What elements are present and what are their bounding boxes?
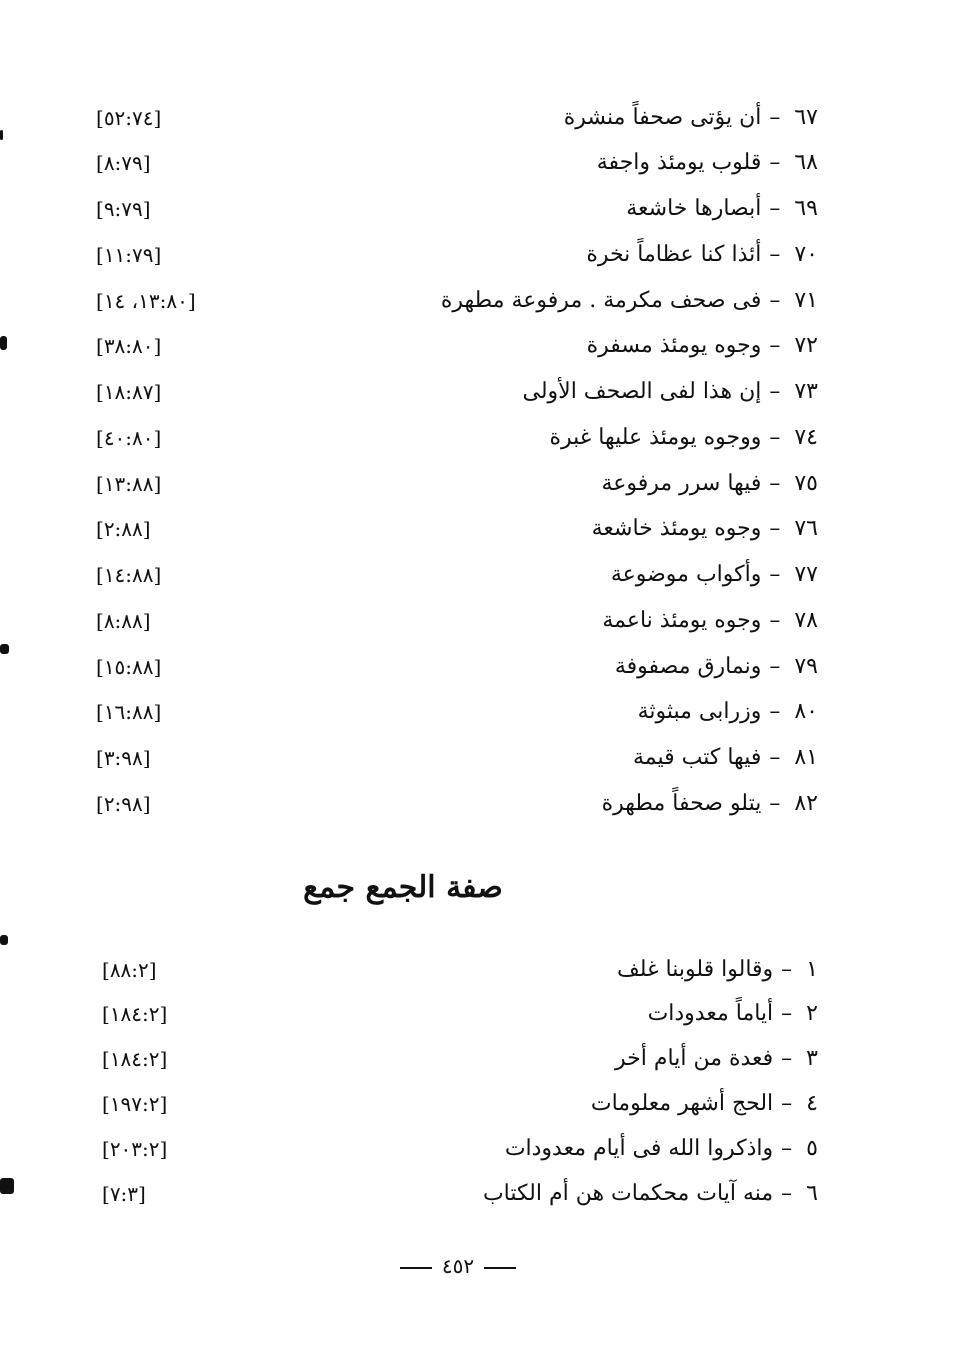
entry-dash: – bbox=[769, 333, 781, 358]
entry-text-line bbox=[611, 553, 818, 597]
scan-mark bbox=[0, 1178, 14, 1194]
section-heading bbox=[0, 866, 956, 910]
entry-reference: [١٨٤:٢] bbox=[102, 1047, 168, 1071]
entry-text-line bbox=[626, 187, 818, 231]
entry-number: ٧١ bbox=[794, 288, 818, 313]
entry-reference: [٣٨:٨٠] bbox=[96, 334, 162, 358]
entry-dash: – bbox=[769, 105, 781, 130]
list-item bbox=[0, 141, 956, 185]
list-item bbox=[0, 1082, 956, 1126]
entry-text-line bbox=[638, 690, 818, 734]
entry-number: ٨٢ bbox=[794, 791, 818, 816]
entry-text: يتلو صحفاً مطهرة bbox=[601, 791, 762, 816]
entry-reference: [١٣:٨٠، ١٤] bbox=[96, 289, 196, 313]
entry-reference: [١٦:٨٨] bbox=[96, 700, 162, 724]
entry-text: قلوب يومئذ واجفة bbox=[596, 150, 762, 175]
entry-text-line bbox=[505, 1127, 818, 1171]
footer-rule bbox=[484, 1267, 516, 1269]
entry-text: وجوه يومئذ مسفرة bbox=[586, 333, 762, 358]
entry-number: ٥ bbox=[806, 1136, 818, 1161]
entry-number: ٧٨ bbox=[794, 608, 818, 633]
entry-text: وجوه يومئذ خاشعة bbox=[591, 516, 762, 541]
entry-reference: [١١:٧٩] bbox=[96, 243, 162, 267]
scan-mark bbox=[0, 336, 7, 350]
entry-reference: [٤٠:٨٠] bbox=[96, 426, 162, 450]
entry-dash: – bbox=[769, 196, 781, 221]
list-item bbox=[0, 645, 956, 689]
entry-dash: – bbox=[769, 471, 781, 496]
entry-text-line bbox=[441, 279, 818, 323]
entry-text: فى صحف مكرمة . مرفوعة مطهرة bbox=[440, 288, 762, 313]
entry-text: أبصارها خاشعة bbox=[626, 196, 762, 221]
entry-text-line bbox=[602, 599, 818, 643]
entry-reference: [٥٢:٧٤] bbox=[96, 106, 162, 130]
entry-reference: [٧:٣] bbox=[102, 1182, 146, 1206]
entry-number: ٧٦ bbox=[794, 516, 818, 541]
entry-text-line bbox=[522, 370, 818, 414]
entry-text-line bbox=[602, 782, 818, 826]
entry-text: واذكروا الله فى أيام معدودات bbox=[504, 1136, 774, 1161]
entry-text: إن هذا لفى الصحف الأولى bbox=[522, 379, 762, 404]
entry-reference: [١٤:٨٨] bbox=[96, 563, 162, 587]
entry-dash: – bbox=[769, 150, 781, 175]
entry-text: أن يؤتى صحفاً منشرة bbox=[563, 105, 762, 130]
entry-number: ٧٧ bbox=[794, 562, 818, 587]
entry-dash: – bbox=[769, 745, 781, 770]
page-footer bbox=[0, 1248, 956, 1284]
entry-dash: – bbox=[769, 654, 781, 679]
entry-number: ٧٠ bbox=[794, 242, 818, 267]
section-heading-text: صفة الجمع جمع bbox=[303, 870, 503, 905]
entry-number: ١ bbox=[806, 957, 818, 982]
entry-reference: [١٩٧:٢] bbox=[102, 1092, 168, 1116]
entry-text: وزرابى مبثوثة bbox=[637, 699, 762, 724]
list-item bbox=[0, 370, 956, 414]
entry-dash: – bbox=[769, 791, 781, 816]
entry-text: وأكواب موضوعة bbox=[610, 562, 762, 587]
entry-number: ٣ bbox=[806, 1046, 818, 1071]
list-item bbox=[0, 1037, 956, 1081]
entry-dash: – bbox=[769, 608, 781, 633]
entry-reference: [٨٨:٢] bbox=[102, 958, 157, 982]
entry-text-line bbox=[587, 324, 818, 368]
entry-dash: – bbox=[781, 957, 793, 982]
entry-number: ٤ bbox=[806, 1091, 818, 1116]
list-item bbox=[0, 187, 956, 231]
entry-number: ٧٥ bbox=[794, 471, 818, 496]
entry-text-line bbox=[633, 736, 818, 780]
entry-text-line bbox=[586, 233, 818, 277]
entry-dash: – bbox=[769, 516, 781, 541]
entry-dash: – bbox=[781, 1046, 793, 1071]
entry-text: أئذا كنا عظاماً نخرة bbox=[586, 242, 762, 267]
scan-mark bbox=[0, 935, 8, 945]
entry-number: ٦٨ bbox=[794, 150, 818, 175]
page-number: ٤٥٢ bbox=[441, 1254, 475, 1278]
entry-text-line bbox=[592, 507, 818, 551]
entry-text: وجوه يومئذ ناعمة bbox=[602, 608, 762, 633]
entry-text: وقالوا قلوبنا غلف bbox=[616, 957, 774, 982]
entry-text-line bbox=[601, 462, 818, 506]
list-item bbox=[0, 690, 956, 734]
entry-text-line bbox=[591, 1082, 818, 1126]
list-item bbox=[0, 1172, 956, 1216]
entry-reference: [١٨٤:٢] bbox=[102, 1002, 168, 1026]
entry-reference: [٩:٧٩] bbox=[96, 197, 151, 221]
list-item bbox=[0, 948, 956, 992]
list-item bbox=[0, 96, 956, 140]
entry-dash: – bbox=[769, 288, 781, 313]
entry-reference: [٢:٩٨] bbox=[96, 792, 151, 816]
entry-dash: – bbox=[781, 1091, 793, 1116]
list-item bbox=[0, 992, 956, 1036]
entry-text-line bbox=[615, 1037, 818, 1081]
page-number-line bbox=[390, 1248, 526, 1284]
entry-text: فعدة من أيام أخر bbox=[615, 1046, 774, 1071]
entry-text-line bbox=[597, 141, 818, 185]
entry-dash: – bbox=[769, 699, 781, 724]
footer-rule bbox=[400, 1267, 432, 1269]
entry-dash: – bbox=[781, 1181, 793, 1206]
scan-mark bbox=[0, 130, 3, 140]
list-item bbox=[0, 416, 956, 460]
entry-number: ٧٩ bbox=[794, 654, 818, 679]
list-item bbox=[0, 782, 956, 826]
list-item bbox=[0, 553, 956, 597]
entry-reference: [٢:٨٨] bbox=[96, 517, 151, 541]
list-item bbox=[0, 736, 956, 780]
list-item bbox=[0, 324, 956, 368]
entry-reference: [١٥:٨٨] bbox=[96, 655, 162, 679]
entry-number: ٧٣ bbox=[794, 379, 818, 404]
entry-reference: [٣:٩٨] bbox=[96, 746, 151, 770]
list-item bbox=[0, 507, 956, 551]
entry-text-line bbox=[564, 96, 818, 140]
entry-text-line bbox=[648, 992, 818, 1036]
entry-text-line bbox=[617, 948, 818, 992]
list-item bbox=[0, 462, 956, 506]
entry-number: ٦٩ bbox=[794, 196, 818, 221]
entry-dash: – bbox=[769, 379, 781, 404]
entry-dash: – bbox=[781, 1001, 793, 1026]
list-item bbox=[0, 279, 956, 323]
entry-number: ٧٤ bbox=[794, 425, 818, 450]
entry-reference: [٨:٧٩] bbox=[96, 151, 151, 175]
entry-reference: [١٨:٨٧] bbox=[96, 380, 162, 404]
entry-number: ٧٢ bbox=[794, 333, 818, 358]
entry-number: ٨٠ bbox=[794, 699, 818, 724]
entry-text: ووجوه يومئذ عليها غبرة bbox=[549, 425, 762, 450]
entry-text-line bbox=[549, 416, 818, 460]
entry-text: منه آيات محكمات هن أم الكتاب bbox=[482, 1181, 774, 1206]
entry-reference: [١٣:٨٨] bbox=[96, 472, 162, 496]
list-item bbox=[0, 599, 956, 643]
entry-text-line bbox=[615, 645, 818, 689]
entry-text: ونمارق مصفوفة bbox=[614, 654, 762, 679]
entry-dash: – bbox=[769, 425, 781, 450]
entry-text: الحج أشهر معلومات bbox=[590, 1091, 774, 1116]
entry-number: ٦٧ bbox=[794, 105, 818, 130]
entry-text: فيها سرر مرفوعة bbox=[601, 471, 762, 496]
entry-text-line bbox=[483, 1172, 818, 1216]
entry-reference: [٨:٨٨] bbox=[96, 609, 151, 633]
entry-text: أياماً معدودات bbox=[647, 1001, 774, 1026]
entry-dash: – bbox=[769, 242, 781, 267]
scan-mark bbox=[0, 644, 9, 654]
entry-dash: – bbox=[769, 562, 781, 587]
entry-dash: – bbox=[781, 1136, 793, 1161]
entry-reference: [٢٠٣:٢] bbox=[102, 1137, 168, 1161]
entry-number: ٨١ bbox=[794, 745, 818, 770]
entry-text: فيها كتب قيمة bbox=[632, 745, 762, 770]
list-item bbox=[0, 233, 956, 277]
entry-number: ٢ bbox=[806, 1001, 818, 1026]
entry-number: ٦ bbox=[806, 1181, 818, 1206]
list-item bbox=[0, 1127, 956, 1171]
